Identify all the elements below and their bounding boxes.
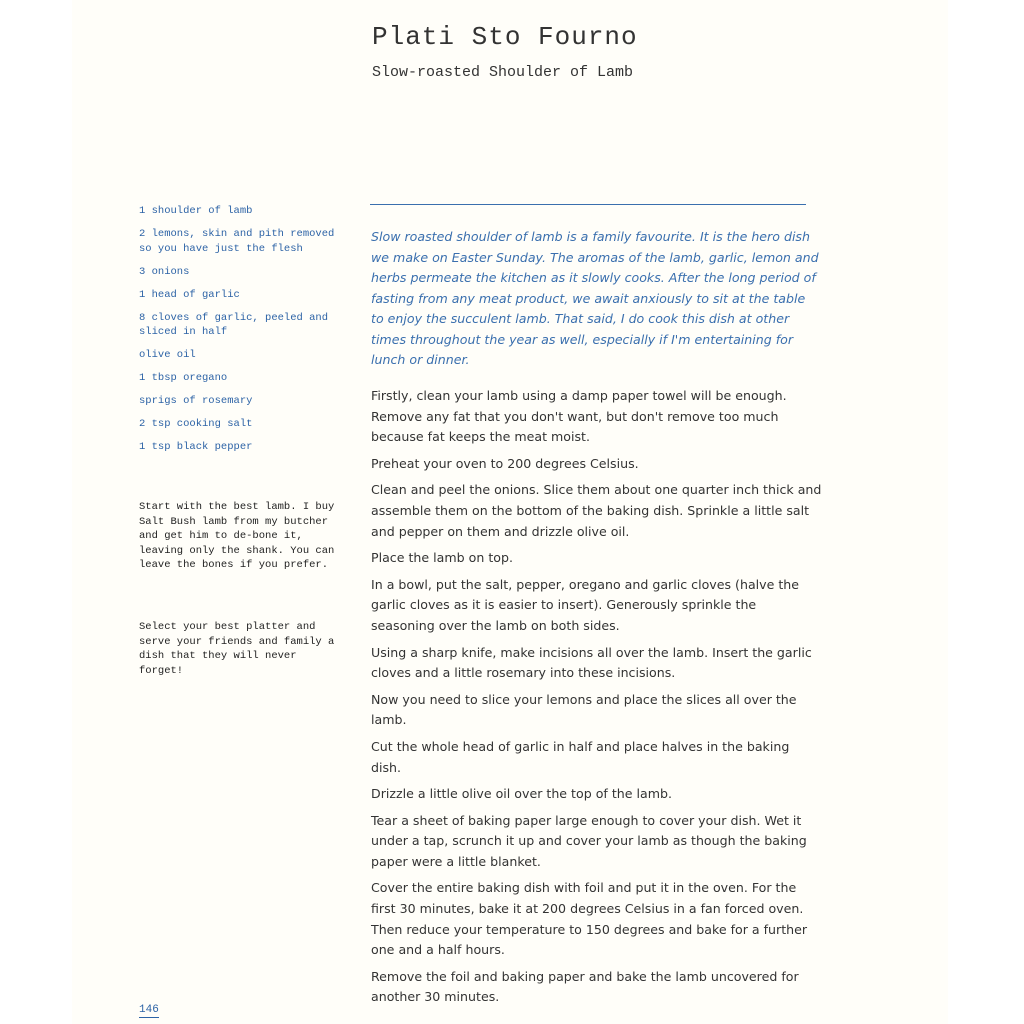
method-step: Cut the whole head of garlic in half and place halves in the baking dish. <box>371 738 790 775</box>
ingredient-item: 1 shoulder of lamb <box>139 205 253 217</box>
ingredient-item: 8 cloves of garlic, peeled and sliced in half <box>139 311 329 338</box>
recipe-subtitle: Slow-roasted Shoulder of Lamb <box>372 64 634 81</box>
ingredient-item: sprigs of rosemary <box>139 395 253 407</box>
title-divider <box>370 204 806 205</box>
method-step: Firstly, clean your lamb using a damp paper towel will be enough. Remove any fat that you don't want, but don't remove too much because fat keeps the meat moist. <box>371 388 787 445</box>
ingredient-item: 2 tsp cooking salt <box>139 418 253 430</box>
method-step: Using a sharp knife, make incisions all over the lamb. Insert the garlic cloves and a little rosemary into these incisions. <box>371 644 812 681</box>
method-step: Drizzle a little olive oil over the top of the lamb. <box>371 786 672 802</box>
ingredient-item: 3 onions <box>139 265 190 278</box>
page-number: 146 <box>139 1004 159 1016</box>
method-steps <box>371 386 823 1014</box>
ingredient-item: 1 tsp black pepper <box>139 441 253 453</box>
recipe-intro: Slow roasted shoulder of lamb is a family favourite. It is the hero dish we make on Easter Sunday. The aromas of the lamb, garlic, lemon and herbs permeate the kitchen as it slowly cooks. After the long period of fasting from any meat product, we await anxiously to sit at the table to enjoy the succulent lamb. That said, I do cook this dish at other times throughout the year as well, especially if I'm entertaining for lunch or dinner. <box>371 229 819 367</box>
method-step: Preheat your oven to 200 degrees Celsius. <box>371 455 639 471</box>
side-note-lamb: Start with the best lamb. I buy Salt Bush lamb from my butcher and get him to de-bone it, leaving only the shank. You can leave the bones if you prefer. <box>139 501 335 572</box>
side-note-serving: Select your best platter and serve your friends and family a dish that they will never forget! <box>139 621 335 677</box>
ingredient-item: 1 tbsp oregano <box>139 372 228 384</box>
recipe-title: Plati Sto Fourno <box>372 22 638 52</box>
method-step: In a bowl, put the salt, pepper, oregano and garlic cloves (halve the garlic cloves as it is easier to insert). Generously sprinkle the seasoning over the lamb on both sides. <box>371 576 800 633</box>
ingredient-item: 2 lemons, skin and pith removed so you have just the flesh <box>139 228 335 255</box>
method-step: Place the lamb on top. <box>371 550 513 566</box>
method-step: Now you need to slice your lemons and place the slices all over the lamb. <box>371 691 797 728</box>
ingredient-list <box>139 204 349 463</box>
method-step: Clean and peel the onions. Slice them about one quarter inch thick and assemble them on the bottom of the baking dish. Sprinkle a little salt and pepper on them and drizzle olive oil. <box>371 482 822 539</box>
method-step: Remove the foil and baking paper and bake the lamb uncovered for another 30 minutes. <box>371 968 799 1005</box>
method-step: Tear a sheet of baking paper large enough to cover your dish. Wet it under a tap, scrunch it up and cover your lamb as though the baking paper were a little blanket. <box>371 812 807 869</box>
method-step: Cover the entire baking dish with foil and put it in the oven. For the first 30 minutes, bake it at 200 degrees Celsius in a fan forced oven. Then reduce your temperature to 150 degrees and bake for a further one and a half hours. <box>371 880 808 958</box>
ingredient-item: olive oil <box>139 349 196 361</box>
ingredient-item: 1 head of garlic <box>139 288 240 301</box>
